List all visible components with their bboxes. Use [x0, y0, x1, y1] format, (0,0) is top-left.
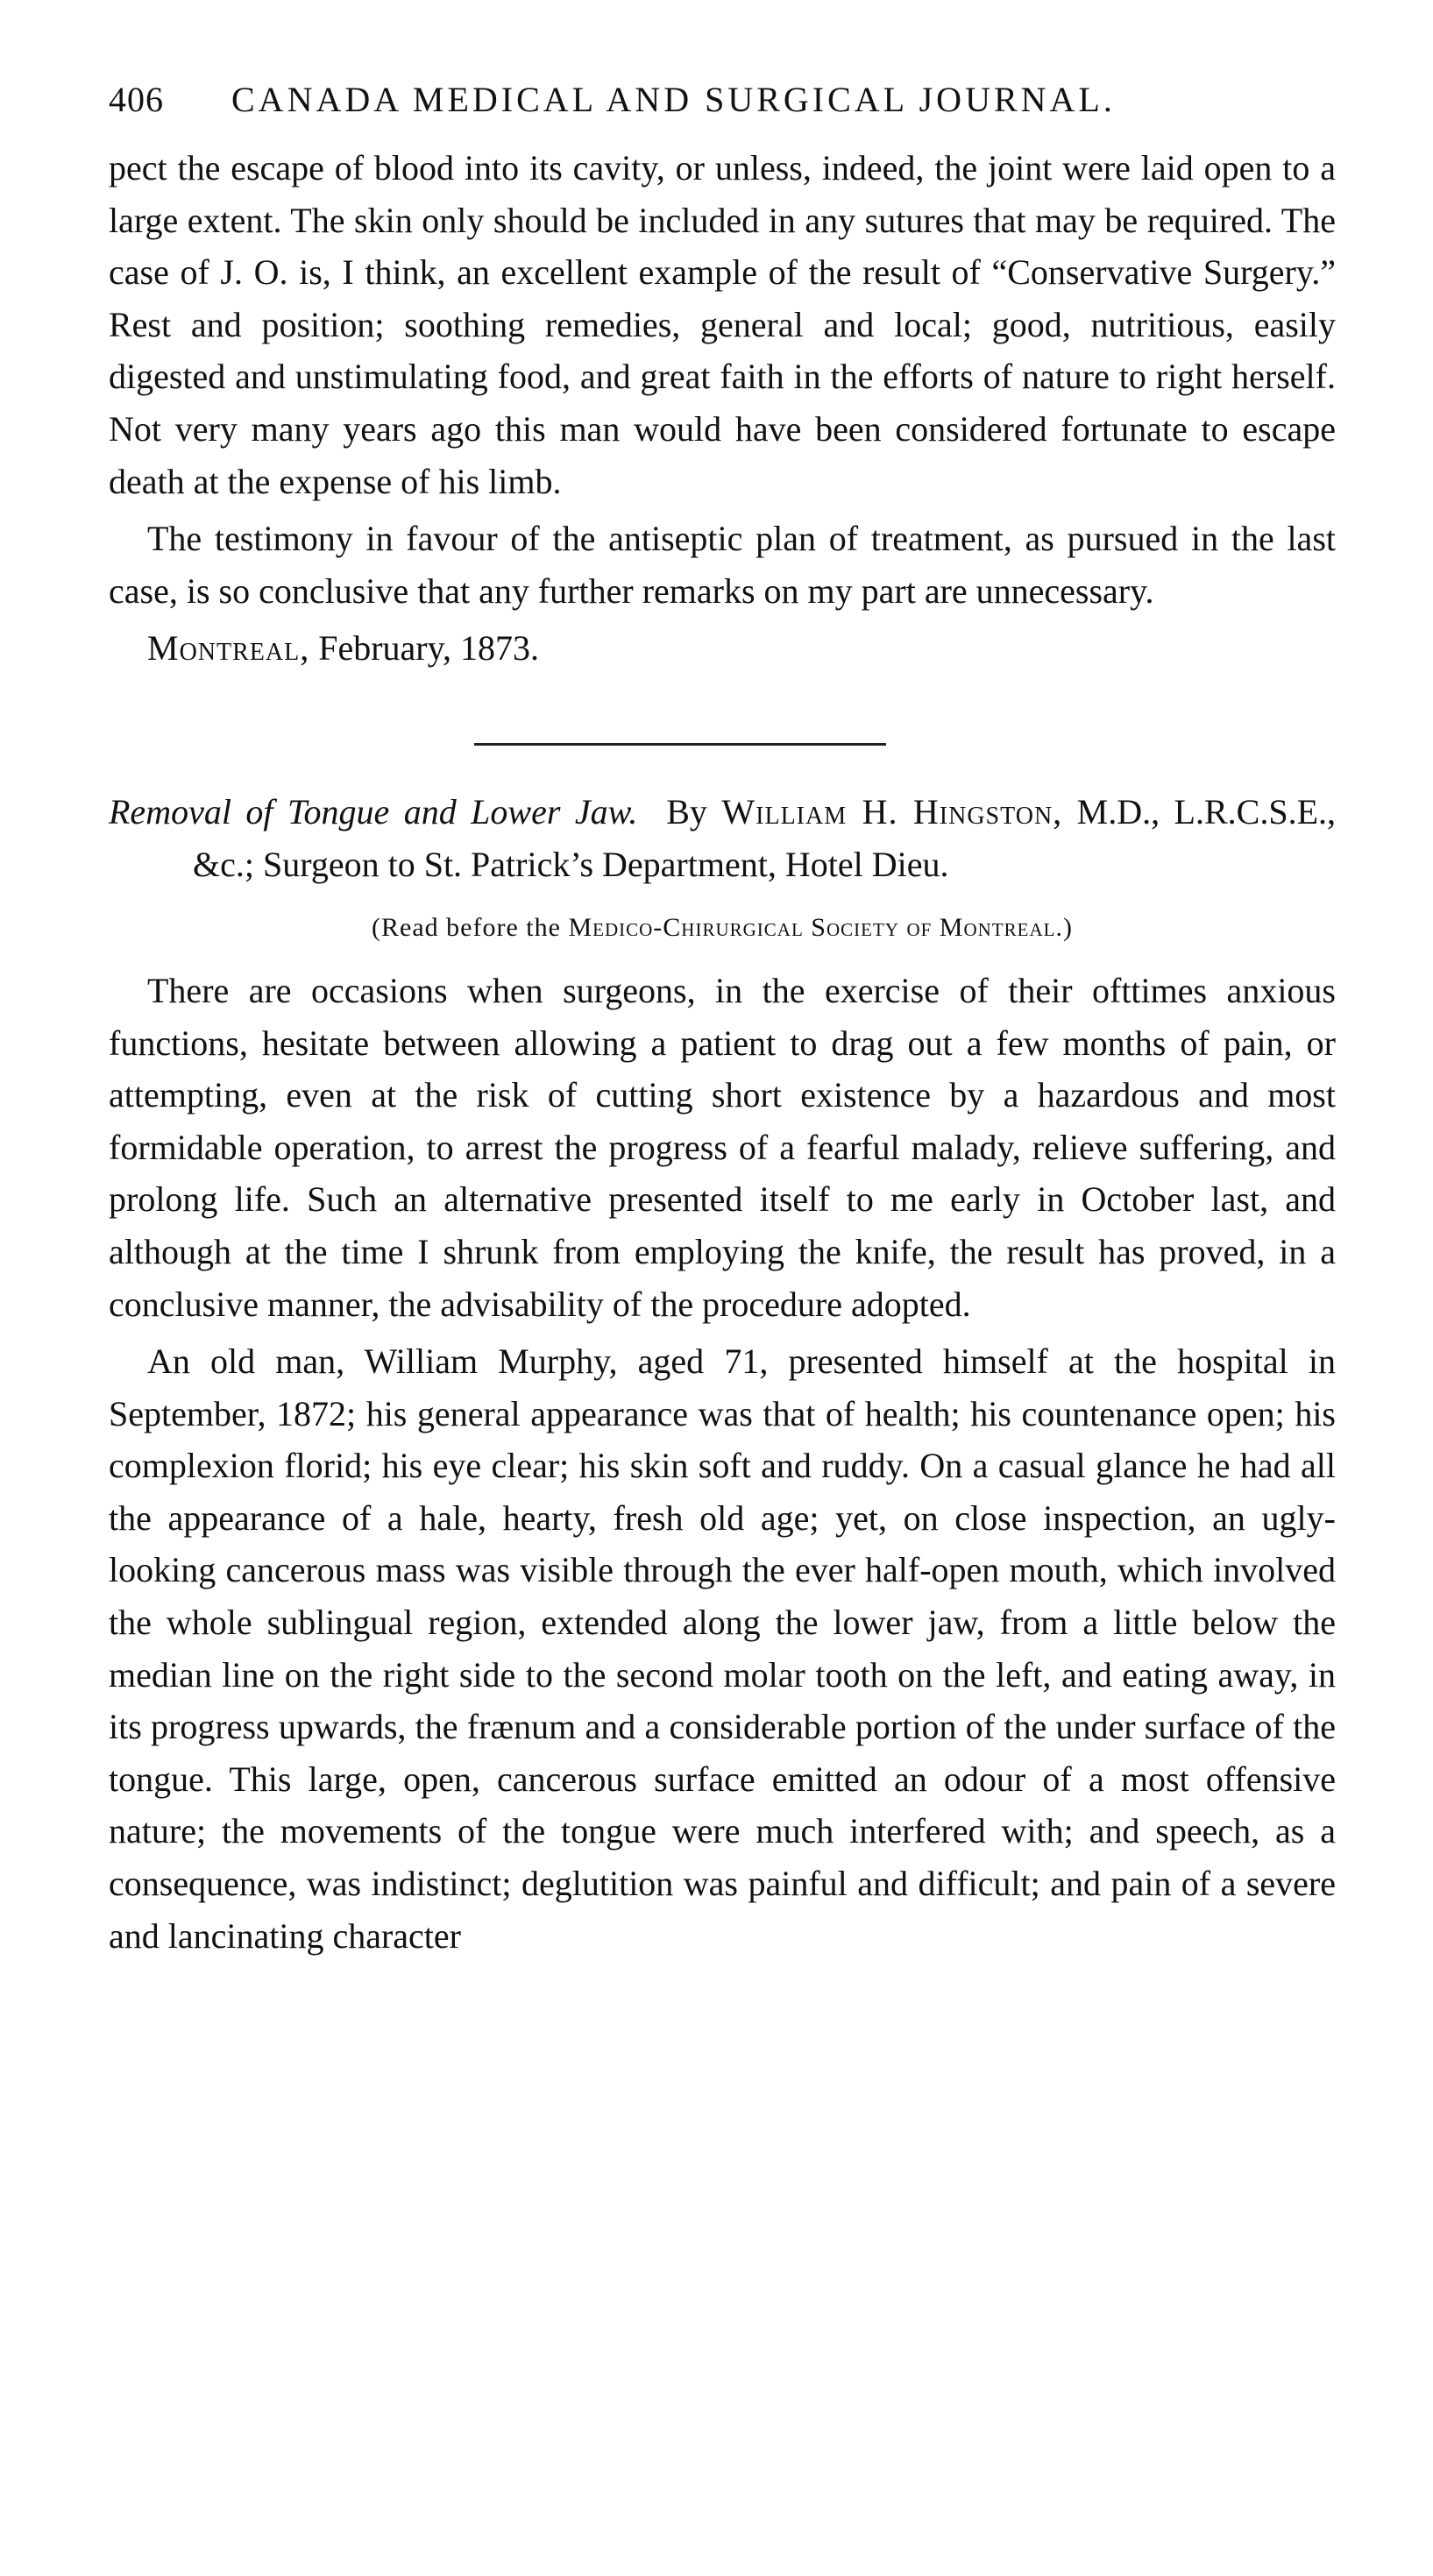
article-title: Removal of Tongue and Lower Jaw. — [109, 791, 638, 832]
section-divider — [474, 743, 886, 746]
dateline — [109, 622, 1336, 675]
dateline-date: February, 1873. — [318, 628, 540, 669]
article-credentials: M.D., L.R.C.S.E., &c.; Surgeon to St. Patrick’s Department, Hotel Dieu. — [193, 791, 1336, 884]
article-paragraph-2: An old man, William Murphy, aged 71, presented himself at the hospital in September, 1872; his general appearance was that of health; his countenance open; his complexion florid; his eye clear; his skin soft and ruddy. On a casual glance he had all the appearance of a hale, hearty, fresh old age; yet, on close inspection, an ugly-looking cancerous mass was visible through the ever half-open mouth, which involved the whole sublingual region, extended along the lower jaw, from a little below the median line on the right side to the second molar tooth on the left, and eating away, in its progress upwards, the frænum and a considerable portion of the under surface of the tongue. This large, open, cancerous surface emitted an odour of a most offensive nature; the movements of the tongue were much interfered with; and speech, as a consequence, was indistinct; deglutition was painful and difficult; and pain of a severe and lancinating character — [109, 1341, 1336, 1956]
continuation-paragraph-1: pect the escape of blood into its cavity, or unless, indeed, the joint were laid open to a large extent. The skin only should be included in any sutures that may be required. The case of J. O. is, I think, an excellent example of the result of “Conservative Surgery.” Rest and position; soothing remedies, general and local; good, nutritious, easily digested and unstimulating food, and great faith in the efforts of nature to right herself. Not very many years ago this man would have been considered fortunate to escape death at the expense of his limb. — [109, 148, 1336, 501]
article-by: By — [666, 791, 707, 832]
page-number: 406 — [109, 80, 164, 119]
read-note-prefix: (Read before the — [372, 912, 561, 942]
journal-title: CANADA MEDICAL AND SURGICAL JOURNAL. — [231, 80, 1116, 119]
read-note-society: Medico-Chirurgical Society of Montreal.) — [568, 912, 1073, 942]
read-before-note — [109, 910, 1336, 945]
article-author: William H. Hingston, — [721, 791, 1063, 832]
article-paragraph-1: There are occasions when surgeons, in the exercise of their ofttimes anxious functions, hesitate between allowing a patient to drag out a few months of pain, or attempting, even at the risk of cutting short existence by a hazardous and most formidable operation, to arrest the progress of a fearful malady, relieve suffering, and prolong life. Such an alternative presented itself to me early in October last, and although at the time I shrunk from employing the knife, the result has proved, in a conclusive manner, the advisability of the procedure adopted. — [109, 970, 1336, 1324]
continuation-paragraph-2: The testimony in favour of the antiseptic plan of treatment, as pursued in the last case, is so conclusive that any further remarks on my part are unnecessary. — [109, 519, 1336, 611]
article-heading — [109, 786, 1336, 891]
running-head — [109, 79, 1336, 142]
dateline-place: Montreal, — [147, 628, 310, 669]
journal-page — [109, 79, 1336, 1962]
